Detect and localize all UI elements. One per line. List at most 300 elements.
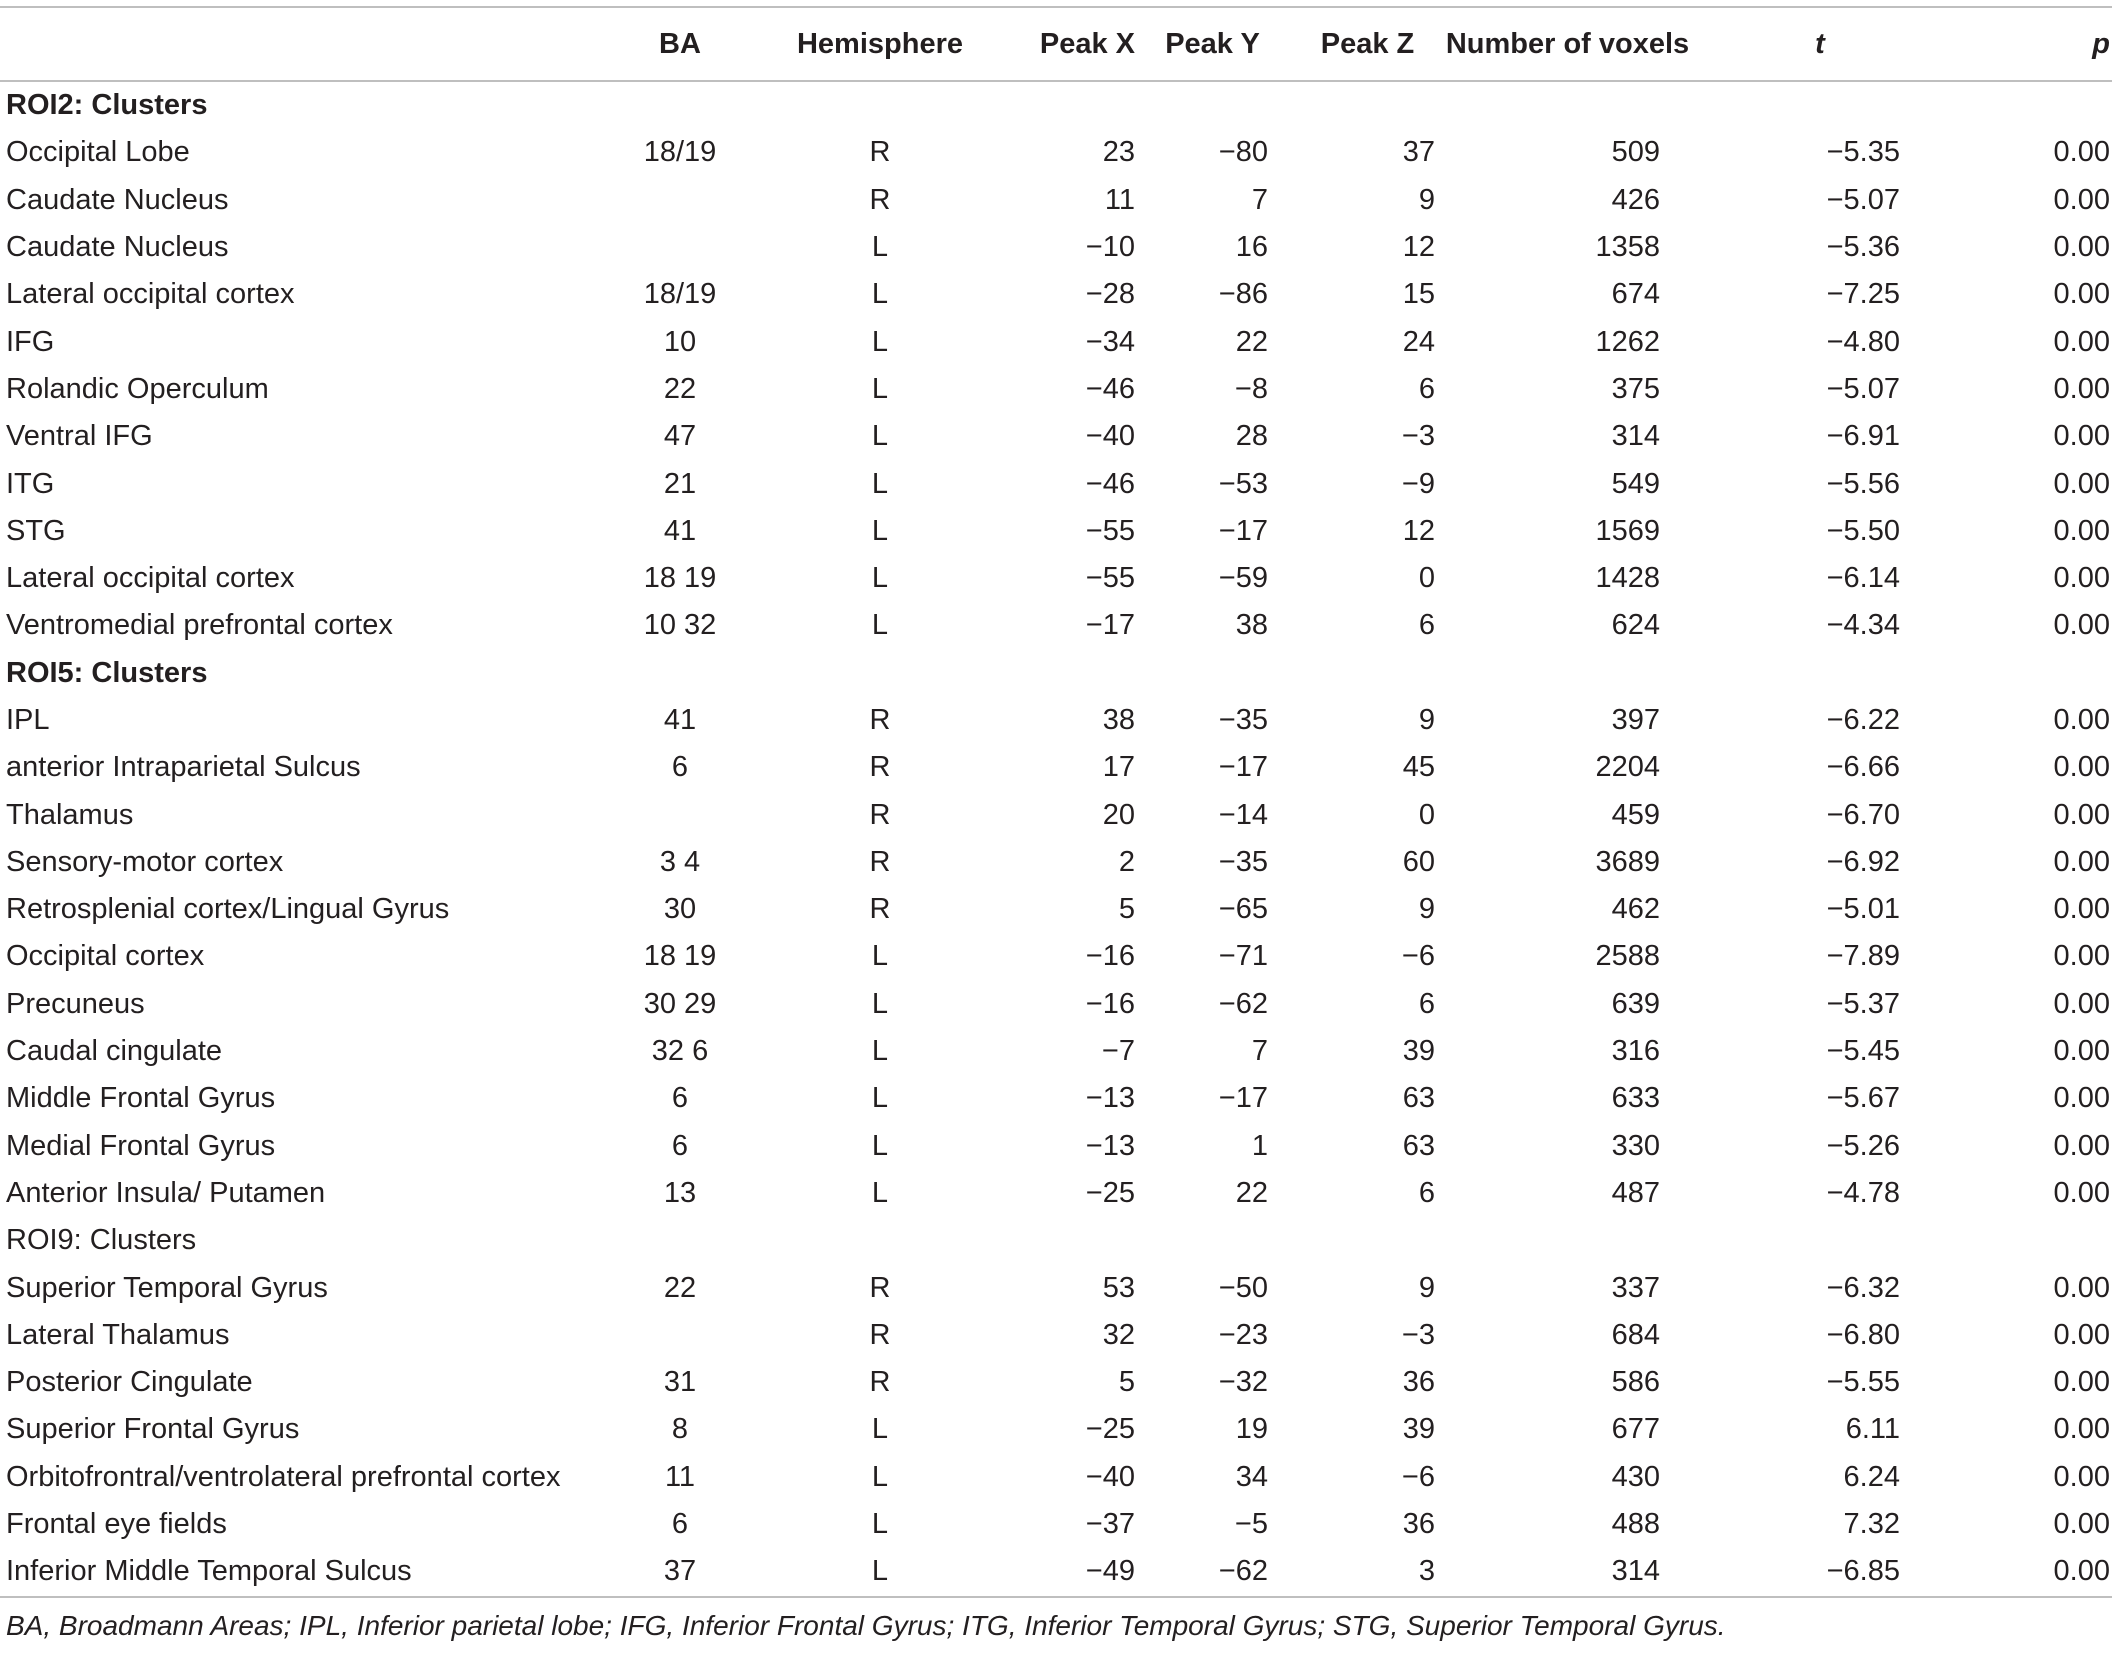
cell-t: −5.36 <box>1826 231 1900 264</box>
cell-peak-x: −28 <box>1085 278 1135 311</box>
cell-voxels: 684 <box>1611 1318 1660 1351</box>
cell-voxels: 2204 <box>1595 751 1660 784</box>
table-row <box>0 129 2112 176</box>
cell-hemisphere: L <box>871 325 889 358</box>
cell-peak-z: 6 <box>1418 609 1435 642</box>
table-row <box>0 839 2112 886</box>
table-row <box>0 508 2112 555</box>
cell-ba: 18/19 <box>643 278 717 311</box>
cell-p: 0.00 <box>2053 1413 2110 1446</box>
cell-peak-x: −46 <box>1085 372 1135 405</box>
results-table <box>0 6 2112 1598</box>
cell-p: 0.00 <box>2053 1271 2110 1304</box>
cell-ba: 32 6 <box>651 1035 709 1068</box>
cell-ba <box>585 177 775 224</box>
cell-p: 0.00 <box>2053 1508 2110 1541</box>
table-row <box>0 224 2112 271</box>
cell-ba <box>585 224 775 271</box>
header-hemisphere: Hemisphere <box>775 7 985 81</box>
cell-peak-y: −62 <box>1218 987 1268 1020</box>
table-row <box>0 271 2112 318</box>
cell-peak-y: −86 <box>1218 278 1268 311</box>
cell-t: −7.25 <box>1826 278 1900 311</box>
cell-ba: 22 <box>663 1271 697 1304</box>
cell-t: −5.07 <box>1826 183 1900 216</box>
cell-peak-y: −59 <box>1218 562 1268 595</box>
cell-peak-x: −34 <box>1085 325 1135 358</box>
header-t: t <box>1690 7 1950 81</box>
cell-voxels: 586 <box>1611 1366 1660 1399</box>
cell-peak-z: 39 <box>1402 1413 1435 1446</box>
header-voxels: Number of voxels <box>1445 7 1690 81</box>
cell-hemisphere: R <box>869 751 891 784</box>
cell-t: −5.26 <box>1826 1129 1900 1162</box>
cell-peak-y: 28 <box>1235 420 1268 453</box>
header-peak-y: Peak Y <box>1135 7 1290 81</box>
cell-ba: 10 <box>663 325 697 358</box>
cell-ba: 18 19 <box>643 562 717 595</box>
cell-p: 0.00 <box>2053 1366 2110 1399</box>
cell-peak-y: −62 <box>1135 1548 1290 1596</box>
cell-peak-x: −49 <box>985 1548 1135 1596</box>
cell-peak-y: 7 <box>1251 1035 1268 1068</box>
cell-p: 0.00 <box>2053 1082 2110 1115</box>
cell-region: Caudate Nucleus <box>6 231 229 264</box>
table-row <box>0 1028 2112 1075</box>
cell-voxels: 3689 <box>1595 845 1660 878</box>
table-row <box>0 602 2112 649</box>
cell-p: 0.00 <box>2053 845 2110 878</box>
cell-hemisphere: L <box>871 420 889 453</box>
cell-region: Retrosplenial cortex/Lingual Gyrus <box>6 893 450 926</box>
cell-region: Caudate Nucleus <box>6 183 229 216</box>
cell-t: −4.34 <box>1826 609 1900 642</box>
cell-hemisphere: L <box>871 1082 889 1115</box>
cell-peak-x: −46 <box>1085 467 1135 500</box>
cell-region: Medial Frontal Gyrus <box>6 1129 276 1162</box>
cell-peak-z: 63 <box>1402 1082 1435 1115</box>
cell-hemisphere: L <box>871 1129 889 1162</box>
cell-hemisphere: R <box>869 1271 891 1304</box>
section-header-row <box>0 1217 2112 1264</box>
cell-hemisphere: L <box>871 1035 889 1068</box>
cell-region: Ventral IFG <box>6 420 153 453</box>
cell-voxels: 2588 <box>1595 940 1660 973</box>
cell-peak-x: −13 <box>1085 1129 1135 1162</box>
cell-region: Inferior Middle Temporal Sulcus <box>0 1548 585 1596</box>
cell-p: 0.00 <box>2053 704 2110 736</box>
cell-ba: 47 <box>663 420 697 453</box>
cell-peak-y: −35 <box>1218 704 1268 736</box>
table-row <box>0 1264 2112 1311</box>
cell-voxels: 397 <box>1611 704 1660 736</box>
cell-ba: 8 <box>671 1413 689 1446</box>
section-title: ROI2: Clusters <box>6 89 208 122</box>
cell-hemisphere: L <box>871 1460 889 1493</box>
cell-t: −6.66 <box>1826 751 1900 784</box>
cell-peak-y: 1 <box>1251 1129 1268 1162</box>
cell-p: 0.00 <box>2053 1460 2110 1493</box>
cell-p: 0.00 <box>2053 987 2110 1020</box>
cell-region: Thalamus <box>6 798 134 831</box>
cell-peak-y: −14 <box>1218 798 1268 831</box>
cell-peak-x: −55 <box>1085 562 1135 595</box>
section-title: ROI9: Clusters <box>6 1224 197 1257</box>
cell-peak-y: −65 <box>1218 893 1268 926</box>
section-title: ROI5: Clusters <box>6 656 208 689</box>
cell-peak-z: 39 <box>1402 1035 1435 1068</box>
cell-peak-z: 9 <box>1418 704 1435 736</box>
cell-peak-z: 9 <box>1418 183 1435 216</box>
cell-hemisphere: L <box>871 231 889 264</box>
cell-peak-x: −13 <box>1085 1082 1135 1115</box>
table-row <box>0 318 2112 365</box>
cell-region: Occipital Lobe <box>6 136 190 169</box>
cell-p: 0.00 <box>2053 325 2110 358</box>
cell-voxels: 677 <box>1611 1413 1660 1446</box>
cell-peak-z: 3 <box>1290 1548 1445 1596</box>
cell-peak-x: 38 <box>1102 704 1135 736</box>
table-row <box>0 177 2112 224</box>
cell-p: 0.00 <box>2053 278 2110 311</box>
cell-region: Sensory-motor cortex <box>6 845 284 878</box>
cell-region: Posterior Cingulate <box>6 1366 253 1399</box>
cell-voxels: 314 <box>1611 420 1660 453</box>
cell-voxels: 633 <box>1611 1082 1660 1115</box>
cell-ba: 6 <box>671 751 689 784</box>
cell-region: Rolandic Operculum <box>6 372 269 405</box>
cell-voxels: 316 <box>1611 1035 1660 1068</box>
cell-t: −6.22 <box>1826 704 1900 736</box>
table-row <box>0 1359 2112 1406</box>
cell-t: −6.91 <box>1826 420 1900 453</box>
cell-peak-z: 0 <box>1418 798 1435 831</box>
cell-hemisphere: L <box>871 940 889 973</box>
cell-peak-y: 19 <box>1235 1413 1268 1446</box>
header-row <box>0 7 2112 81</box>
cell-voxels: 624 <box>1611 609 1660 642</box>
cell-hemisphere: R <box>869 183 891 216</box>
cell-p: 0.00 <box>2053 940 2110 973</box>
cell-peak-x: −40 <box>1085 1460 1135 1493</box>
cell-peak-x: 5 <box>1118 1366 1135 1399</box>
cell-peak-x: −25 <box>1085 1176 1135 1209</box>
cell-peak-z: 37 <box>1402 136 1435 169</box>
table-row <box>0 744 2112 791</box>
cell-region: Lateral Thalamus <box>6 1318 230 1351</box>
cell-region: IFG <box>6 325 55 358</box>
cell-peak-z: 36 <box>1402 1366 1435 1399</box>
cell-t: −6.14 <box>1826 562 1900 595</box>
cell-p: 0.00 <box>2053 893 2110 926</box>
cell-peak-z: −6 <box>1401 940 1435 973</box>
cell-peak-x: −7 <box>1101 1035 1135 1068</box>
cell-region: Middle Frontal Gyrus <box>6 1082 276 1115</box>
cell-p: 0.00 <box>2053 231 2110 264</box>
cell-ba: 41 <box>663 704 697 736</box>
cell-ba: 6 <box>671 1082 689 1115</box>
cell-t: −5.35 <box>1826 136 1900 169</box>
cell-t: −5.56 <box>1826 467 1900 500</box>
cell-ba: 37 <box>585 1548 775 1596</box>
header-ba: BA <box>585 7 775 81</box>
cell-hemisphere: R <box>869 845 891 878</box>
cell-peak-y: −17 <box>1218 514 1268 547</box>
cell-peak-x: 11 <box>1104 183 1135 216</box>
cell-peak-x: −40 <box>1085 420 1135 453</box>
cell-hemisphere: R <box>869 1366 891 1399</box>
cell-peak-x: 5 <box>1118 893 1135 926</box>
cell-hemisphere: R <box>869 798 891 831</box>
cell-p: 0.00 <box>2053 467 2110 500</box>
cell-p: 0.00 <box>2053 183 2110 216</box>
cell-region: STG <box>6 514 66 547</box>
table-row <box>0 1170 2112 1217</box>
cell-p: 0.00 <box>2053 514 2110 547</box>
cell-voxels: 549 <box>1611 467 1660 500</box>
cell-peak-y: −17 <box>1218 751 1268 784</box>
cell-peak-y: −35 <box>1218 845 1268 878</box>
table-footnote: BA, Broadmann Areas; IPL, Inferior parietal lobe; IFG, Inferior Frontal Gyrus; ITG, Inferior Temporal Gyrus; STG, Superior Temporal Gyrus. <box>6 1609 1726 1641</box>
cell-voxels: 487 <box>1611 1176 1660 1209</box>
cell-region: Ventromedial prefrontal cortex <box>6 609 393 642</box>
cell-p: 0.00 <box>2053 372 2110 405</box>
cell-peak-z: 36 <box>1402 1508 1435 1541</box>
cell-t: −5.67 <box>1826 1082 1900 1115</box>
cell-t: −5.37 <box>1826 987 1900 1020</box>
table-row <box>0 460 2112 507</box>
cell-hemisphere: L <box>871 278 889 311</box>
cell-t: −5.01 <box>1826 893 1900 926</box>
cell-voxels: 375 <box>1611 372 1660 405</box>
cell-hemisphere: R <box>869 136 891 169</box>
cell-voxels: 1569 <box>1595 514 1660 547</box>
cell-t: −6.92 <box>1826 845 1900 878</box>
cell-voxels: 337 <box>1611 1271 1660 1304</box>
cell-region: Superior Frontal Gyrus <box>6 1413 300 1446</box>
cell-peak-x: 17 <box>1102 751 1135 784</box>
cell-ba: 3 4 <box>659 845 701 878</box>
cell-peak-x: −16 <box>1085 987 1135 1020</box>
cell-peak-z: 6 <box>1418 372 1435 405</box>
cell-region: Superior Temporal Gyrus <box>6 1271 328 1304</box>
cell-peak-y: −17 <box>1218 1082 1268 1115</box>
cell-voxels: 488 <box>1611 1508 1660 1541</box>
cell-voxels: 430 <box>1611 1460 1660 1493</box>
cell-p: 0.00 <box>2053 1035 2110 1068</box>
table-row <box>0 413 2112 460</box>
cell-p: 0.00 <box>2053 1318 2110 1351</box>
table-row <box>0 1406 2112 1453</box>
cell-p: 0.00 <box>2053 136 2110 169</box>
cell-voxels: 1428 <box>1595 562 1660 595</box>
cell-region: Lateral occipital cortex <box>6 562 295 595</box>
cell-peak-y: 7 <box>1251 183 1268 216</box>
cell-peak-z: −3 <box>1401 420 1435 453</box>
cell-peak-z: 24 <box>1402 325 1435 358</box>
cell-peak-z: 9 <box>1418 893 1435 926</box>
cell-ba: 18/19 <box>643 136 717 169</box>
cell-peak-x: −55 <box>1085 514 1135 547</box>
header-p: p <box>1950 7 2112 81</box>
cell-t: −5.07 <box>1826 372 1900 405</box>
cell-peak-x: −10 <box>1085 231 1135 264</box>
cell-ba: 11 <box>664 1460 696 1493</box>
cell-peak-x: −25 <box>1085 1413 1135 1446</box>
section-header-row <box>0 650 2112 697</box>
cell-region: Anterior Insula/ Putamen <box>6 1176 326 1209</box>
cell-peak-z: 63 <box>1402 1129 1435 1162</box>
cell-hemisphere: L <box>871 467 889 500</box>
cell-peak-x: 32 <box>1102 1318 1135 1351</box>
cell-t: −5.55 <box>1826 1366 1900 1399</box>
cell-t: 6.24 <box>1843 1460 1900 1493</box>
table-row <box>0 366 2112 413</box>
cell-t: −7.89 <box>1826 940 1900 973</box>
cell-peak-y: 22 <box>1235 325 1268 358</box>
cell-voxels: 330 <box>1611 1129 1660 1162</box>
header-region <box>0 7 585 81</box>
cell-peak-y: 16 <box>1235 231 1268 264</box>
cell-region: Precuneus <box>6 987 145 1020</box>
cell-peak-y: −50 <box>1218 1271 1268 1304</box>
table-row <box>0 981 2112 1028</box>
header-peak-z: Peak Z <box>1290 7 1445 81</box>
cell-ba: 10 32 <box>643 609 717 642</box>
table-row <box>0 1501 2112 1548</box>
cell-t: −5.45 <box>1826 1035 1900 1068</box>
cell-peak-y: −5 <box>1234 1508 1268 1541</box>
cell-peak-y: 34 <box>1235 1460 1268 1493</box>
cell-p: 0.00 <box>2053 420 2110 453</box>
cell-p: 0.00 <box>2053 798 2110 831</box>
cell-peak-x: −16 <box>1085 940 1135 973</box>
cell-p: 0.00 <box>2053 562 2110 595</box>
section-header-row <box>0 81 2112 129</box>
cell-ba: 6 <box>671 1129 689 1162</box>
cell-peak-z: 6 <box>1418 1176 1435 1209</box>
cell-region: ITG <box>6 467 55 500</box>
cell-peak-z: −3 <box>1401 1318 1435 1351</box>
table-row <box>0 1075 2112 1122</box>
cell-voxels: 462 <box>1611 893 1660 926</box>
cell-t: −6.32 <box>1826 1271 1900 1304</box>
cell-peak-y: −32 <box>1218 1366 1268 1399</box>
cell-ba: 30 <box>663 893 697 926</box>
table-row <box>0 791 2112 838</box>
cell-ba: 21 <box>663 467 697 500</box>
cell-peak-z: −6 <box>1401 1460 1435 1493</box>
table-row <box>0 1548 2112 1596</box>
cell-peak-y: −80 <box>1218 136 1268 169</box>
cell-peak-z: 45 <box>1402 751 1435 784</box>
cell-t: −6.70 <box>1826 798 1900 831</box>
cell-hemisphere: L <box>871 1508 889 1541</box>
cell-peak-z: 9 <box>1418 1271 1435 1304</box>
cell-voxels: 426 <box>1611 183 1660 216</box>
cell-region: Orbitofrontral/ventrolateral prefrontal cortex <box>6 1460 561 1493</box>
cell-peak-x: 20 <box>1102 798 1135 831</box>
cell-p: 0.00 <box>2053 1129 2110 1162</box>
cell-voxels: 674 <box>1611 278 1660 311</box>
cell-peak-z: 0 <box>1418 562 1435 595</box>
cell-region: Lateral occipital cortex <box>6 278 295 311</box>
cell-hemisphere: L <box>871 514 889 547</box>
cell-voxels: 314 <box>1445 1548 1690 1596</box>
header-peak-x: Peak X <box>985 7 1135 81</box>
cell-hemisphere: L <box>871 562 889 595</box>
cell-peak-x: −37 <box>1085 1508 1135 1541</box>
cell-p: 0.00 <box>2053 609 2110 642</box>
cell-region: Frontal eye fields <box>6 1508 227 1541</box>
cell-peak-x: 2 <box>1118 845 1135 878</box>
table-row <box>0 886 2112 933</box>
table-row <box>0 555 2112 602</box>
cell-peak-z: 12 <box>1402 514 1435 547</box>
cell-peak-z: 12 <box>1402 231 1435 264</box>
cell-ba: 22 <box>663 372 697 405</box>
cell-region: Occipital cortex <box>6 940 205 973</box>
cell-t: −6.85 <box>1690 1548 1950 1596</box>
cell-ba: 31 <box>663 1366 697 1399</box>
cell-ba: 30 29 <box>643 987 717 1020</box>
cell-t: 6.11 <box>1845 1413 1900 1446</box>
cell-region: anterior Intraparietal Sulcus <box>6 751 361 784</box>
table-row <box>0 1454 2112 1501</box>
cell-hemisphere: R <box>869 893 891 926</box>
table-row <box>0 933 2112 980</box>
cell-peak-y: −53 <box>1218 467 1268 500</box>
cell-hemisphere: L <box>871 609 889 642</box>
cell-ba <box>585 1312 775 1359</box>
cell-peak-z: 6 <box>1418 987 1435 1020</box>
cell-ba: 41 <box>663 514 697 547</box>
cell-peak-y: −8 <box>1234 372 1268 405</box>
cell-peak-z: 15 <box>1402 278 1435 311</box>
cell-t: 7.32 <box>1843 1508 1900 1541</box>
cell-peak-y: 22 <box>1235 1176 1268 1209</box>
cell-ba <box>585 791 775 838</box>
cell-voxels: 459 <box>1611 798 1660 831</box>
cell-hemisphere: R <box>869 1318 891 1351</box>
cell-ba: 18 19 <box>643 940 717 973</box>
cell-hemisphere: L <box>871 987 889 1020</box>
cell-hemisphere: L <box>871 1413 889 1446</box>
table-row <box>0 1312 2112 1359</box>
cell-peak-z: 60 <box>1402 845 1435 878</box>
cell-t: −5.50 <box>1826 514 1900 547</box>
table-row <box>0 1123 2112 1170</box>
cell-peak-x: −17 <box>1085 609 1135 642</box>
table-body <box>0 81 2112 1597</box>
cell-region: IPL <box>6 704 50 736</box>
cell-peak-x: 23 <box>1102 136 1135 169</box>
cell-voxels: 509 <box>1611 136 1660 169</box>
cell-ba: 6 <box>671 1508 689 1541</box>
cell-ba: 13 <box>663 1176 697 1209</box>
cell-hemisphere: L <box>775 1548 985 1596</box>
cell-peak-y: −71 <box>1218 940 1268 973</box>
cell-peak-y: −23 <box>1218 1318 1268 1351</box>
cell-hemisphere: R <box>869 704 891 736</box>
cell-t: −4.78 <box>1826 1176 1900 1209</box>
cell-p: 0.00 <box>2053 1176 2110 1209</box>
cell-voxels: 1358 <box>1595 231 1660 264</box>
cell-peak-x: 53 <box>1102 1271 1135 1304</box>
cell-peak-z: −9 <box>1401 467 1435 500</box>
cell-p: 0.00 <box>1950 1548 2112 1596</box>
cell-p: 0.00 <box>2053 751 2110 784</box>
